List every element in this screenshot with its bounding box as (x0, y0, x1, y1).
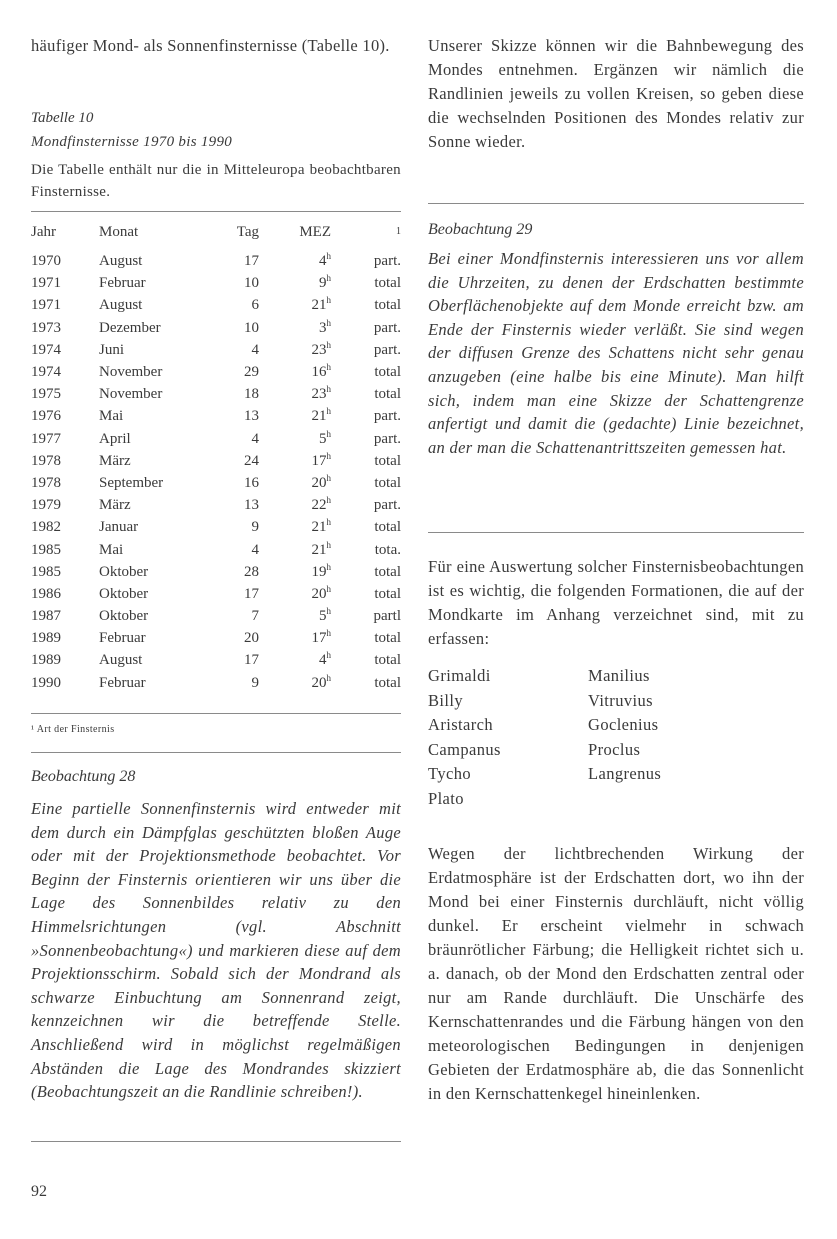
cell-year: 1986 (31, 585, 61, 602)
cell-mez: 21$^h$ (311, 539, 331, 558)
cell-month: Oktober (99, 585, 149, 602)
formation-item: Vitruvius (588, 690, 653, 710)
sketch-paragraph: Unserer Skizze können wir die Bahnbewegung des Mondes entnehmen. Ergänzen wir nämlich die Randlinien jeweils zu vollen Kreisen, so geben diese die wechselnden Positionen des Mondes relativ zur Sonne wieder. (428, 36, 804, 151)
table-row (31, 672, 401, 694)
cell-year: 1978 (31, 474, 61, 491)
table-row (31, 450, 401, 472)
obs28-title: Beobachtung 28 (31, 768, 136, 785)
table-row (31, 649, 401, 671)
header-year: Jahr (31, 224, 56, 240)
cell-year: 1977 (31, 430, 61, 447)
table-row (31, 250, 401, 272)
cell-year: 1982 (31, 519, 61, 536)
cell-month: August (99, 297, 143, 314)
cell-year: 1974 (31, 364, 61, 381)
cell-day: 9 (251, 674, 259, 691)
cell-year: 1978 (31, 452, 61, 469)
cell-type: total (374, 474, 401, 491)
cell-mez: 19$^h$ (311, 561, 331, 580)
table-title: Mondfinsternisse 1970 bis 1990 (31, 134, 233, 150)
cell-year: 1989 (31, 652, 61, 669)
cell-mez: 21$^h$ (311, 406, 331, 425)
formation-item: Grimaldi (428, 666, 491, 685)
closing-paragraph: Wegen der lichtbrechenden Wirkung der Erdatmosphäre ist der Erdschatten dort, wo ihn der Mond bei einer Finsternis durchläuft, nicht völlig dunkel. Er erscheint vielmehr in schwach bräunrötlicher Färbung; die Helligkeit richtet sich u. a. danach, ob der Mond den Erdschatten zentral oder nur am Rande durchläuft. Die Unschärfe des Kernschattenrandes und die Färbung hängen von den meteorologischen Bedingungen in denjenigen Gebieten der Erdatmosphäre ab, die das Sonnenlicht in den Kernschattenkegel hineinlenken. (428, 844, 804, 1103)
table-caption: Tabelle 10 (31, 110, 94, 126)
cell-mez: 20$^h$ (311, 583, 331, 602)
cell-year: 1990 (31, 674, 61, 691)
cell-month: September (99, 474, 164, 491)
table-row (31, 317, 401, 339)
header-mez: MEZ (299, 224, 331, 240)
cell-day: 18 (244, 386, 259, 403)
cell-type: part. (373, 430, 401, 447)
cell-type: total (374, 585, 401, 602)
cell-type: total (374, 386, 401, 403)
cell-month: Februar (99, 630, 146, 647)
table-row (31, 383, 401, 405)
cell-mez: 23$^h$ (311, 339, 331, 358)
cell-day: 7 (251, 608, 259, 625)
header-day: Tag (236, 224, 259, 240)
table-header-row (31, 214, 401, 250)
table-row (31, 583, 401, 605)
cell-year: 1985 (31, 563, 61, 580)
formations-intro: Für eine Auswertung solcher Finsternisbeobachtungen ist es wichtig, die folgenden Formationen, die auf der Mondkarte im Anhang verzeichnet sind, mit zu erfassen: (428, 557, 804, 648)
table-note: Die Tabelle enthält nur die in Mitteleuropa beobachtbaren Finsternisse. (31, 162, 401, 200)
formation-item: Campanus (428, 739, 501, 759)
cell-mez: 4$^h$ (319, 650, 331, 669)
cell-mez: 17$^h$ (311, 628, 331, 647)
table-row (31, 339, 401, 361)
cell-day: 24 (244, 452, 259, 469)
table-row (31, 538, 401, 560)
cell-type: total (374, 452, 401, 469)
cell-month: Januar (99, 519, 139, 536)
cell-day: 4 (251, 541, 259, 558)
cell-month: März (99, 452, 131, 469)
header-type-footnote: 1 (396, 226, 401, 237)
cell-year: 1979 (31, 497, 61, 514)
formations-column-1 (428, 664, 588, 812)
table-bottom-rule (31, 713, 401, 714)
cell-day: 6 (251, 297, 259, 314)
cell-mez: 20$^h$ (311, 472, 331, 491)
cell-day: 10 (244, 275, 259, 292)
cell-day: 10 (244, 319, 259, 336)
obs29-top-rule (428, 203, 804, 204)
cell-type: total (374, 563, 401, 580)
cell-month: November (99, 386, 163, 403)
obs28-bottom-rule (31, 1141, 401, 1142)
cell-month: Oktober (99, 608, 149, 625)
cell-month: August (99, 652, 143, 669)
cell-year: 1985 (31, 541, 61, 558)
table-row (31, 494, 401, 516)
obs28-text: Eine partielle Sonnenfinsternis wird entweder mit dem durch ein Dämpfglas geschützten bloßen Auge oder mit der Projektionsmethode beobachtet. Vor Beginn der Finsternis orientieren wir uns über die Lage des Sonnenbildes relativ zu den Himmelsrichtungen (vgl. Abschnitt »Sonnenbeobachtung«) und markieren diese auf dem Projektionsschirm. Sobald sich der Mondrand als schwarze Einbuchtung am Sonnenrand zeigt, kennzeichnen wir die betreffende Stelle. Anschließend wird in möglichst regelmäßigen Abständen die Lage des Mondrandes skizziert (Beobachtungszeit an die Randlinie schreiben!). (31, 799, 401, 1102)
cell-type: part. (373, 497, 401, 514)
cell-mez: 20$^h$ (311, 672, 331, 691)
cell-type: partl (373, 608, 401, 625)
cell-day: 20 (244, 630, 259, 647)
cell-month: April (99, 430, 131, 447)
cell-type: total (374, 652, 401, 669)
obs29-title: Beobachtung 29 (428, 221, 533, 238)
cell-month: Februar (99, 275, 146, 292)
table-row (31, 561, 401, 583)
cell-year: 1971 (31, 275, 61, 292)
table-top-rule (31, 211, 401, 212)
formation-item: Tycho (428, 764, 472, 784)
cell-type: total (374, 364, 401, 381)
formation-item: Plato (428, 788, 464, 808)
cell-mez: 21$^h$ (311, 295, 331, 314)
table-row (31, 405, 401, 427)
cell-year: 1989 (31, 630, 61, 647)
cell-type: part. (373, 319, 401, 336)
cell-day: 16 (244, 474, 259, 491)
cell-month: Juni (99, 341, 125, 358)
cell-year: 1974 (31, 341, 61, 358)
table-row (31, 516, 401, 538)
table-row (31, 605, 401, 627)
table-row (31, 272, 401, 294)
cell-month: Oktober (99, 563, 149, 580)
cell-month: März (99, 497, 131, 514)
table-row (31, 627, 401, 649)
cell-day: 13 (244, 408, 259, 425)
formations-column-2 (588, 664, 738, 812)
formation-item: Billy (428, 690, 464, 710)
formation-item: Proclus (588, 739, 641, 759)
cell-day: 4 (251, 430, 259, 447)
obs28-top-rule (31, 752, 401, 753)
cell-type: total (374, 674, 401, 691)
table-row (31, 472, 401, 494)
intro-paragraph: häufiger Mond- als Sonnenfinsternisse (Tabelle 10). (31, 36, 390, 55)
page-number: 92 (31, 1183, 47, 1200)
cell-type: tota. (374, 541, 401, 558)
cell-mez: 9$^h$ (319, 273, 331, 292)
cell-mez: 3$^h$ (319, 317, 331, 336)
cell-month: Dezember (99, 319, 161, 336)
cell-mez: 17$^h$ (311, 450, 331, 469)
cell-day: 9 (251, 519, 259, 536)
cell-type: total (374, 297, 401, 314)
table-body (31, 250, 401, 694)
formation-item: Langrenus (588, 764, 662, 784)
table-row (31, 361, 401, 383)
cell-day: 29 (244, 364, 259, 381)
cell-type: total (374, 630, 401, 647)
cell-mez: 5$^h$ (319, 606, 331, 625)
cell-mez: 5$^h$ (319, 428, 331, 447)
cell-type: part. (373, 341, 401, 358)
eclipse-table (31, 214, 401, 694)
cell-day: 28 (244, 563, 259, 580)
cell-day: 17 (244, 585, 259, 602)
formation-item: Goclenius (588, 715, 659, 735)
header-month: Monat (99, 224, 139, 240)
cell-year: 1973 (31, 319, 61, 336)
formation-item: Manilius (588, 666, 650, 685)
table-footnote: ¹ Art der Finsternis (31, 724, 115, 735)
cell-mez: 23$^h$ (311, 384, 331, 403)
cell-day: 4 (251, 341, 259, 358)
cell-mez: 16$^h$ (311, 362, 331, 381)
formations-list (428, 664, 738, 812)
cell-month: August (99, 253, 143, 270)
cell-mez: 22$^h$ (311, 495, 331, 514)
cell-month: Mai (99, 541, 124, 558)
cell-year: 1971 (31, 297, 61, 314)
formation-item: Aristarch (428, 715, 493, 735)
cell-day: 17 (244, 652, 259, 669)
cell-day: 13 (244, 497, 259, 514)
table-row (31, 428, 401, 450)
cell-type: total (374, 519, 401, 536)
cell-month: November (99, 364, 163, 381)
cell-type: part. (373, 408, 401, 425)
obs29-bottom-rule (428, 532, 804, 533)
cell-type: total (374, 275, 401, 292)
cell-year: 1976 (31, 408, 61, 425)
cell-day: 17 (244, 253, 259, 270)
cell-type: part. (373, 253, 401, 270)
cell-year: 1970 (31, 253, 61, 270)
cell-year: 1987 (31, 608, 61, 625)
cell-mez: 21$^h$ (311, 517, 331, 536)
cell-month: Mai (99, 408, 124, 425)
obs29-text: Bei einer Mondfinsternis interessieren uns vor allem die Uhrzeiten, zu denen der Erdschatten bestimmte Oberflächenobjekte auf dem Monde erreicht bzw. am Ende der Finsternis wieder verläßt. Sie sind wegen der diffusen Grenze des Schattens nicht sehr genau anzugeben (eine halbe bis eine Minute). Man hilft sich, indem man eine Skizze der Schattengrenze anfertigt und damit die (gedachte) Linie bezeichnet, an der man die Schattenantrittszeiten gemessen hat. (428, 249, 804, 457)
table-row (31, 294, 401, 316)
cell-year: 1975 (31, 386, 61, 403)
cell-mez: 4$^h$ (319, 251, 331, 270)
cell-month: Februar (99, 674, 146, 691)
